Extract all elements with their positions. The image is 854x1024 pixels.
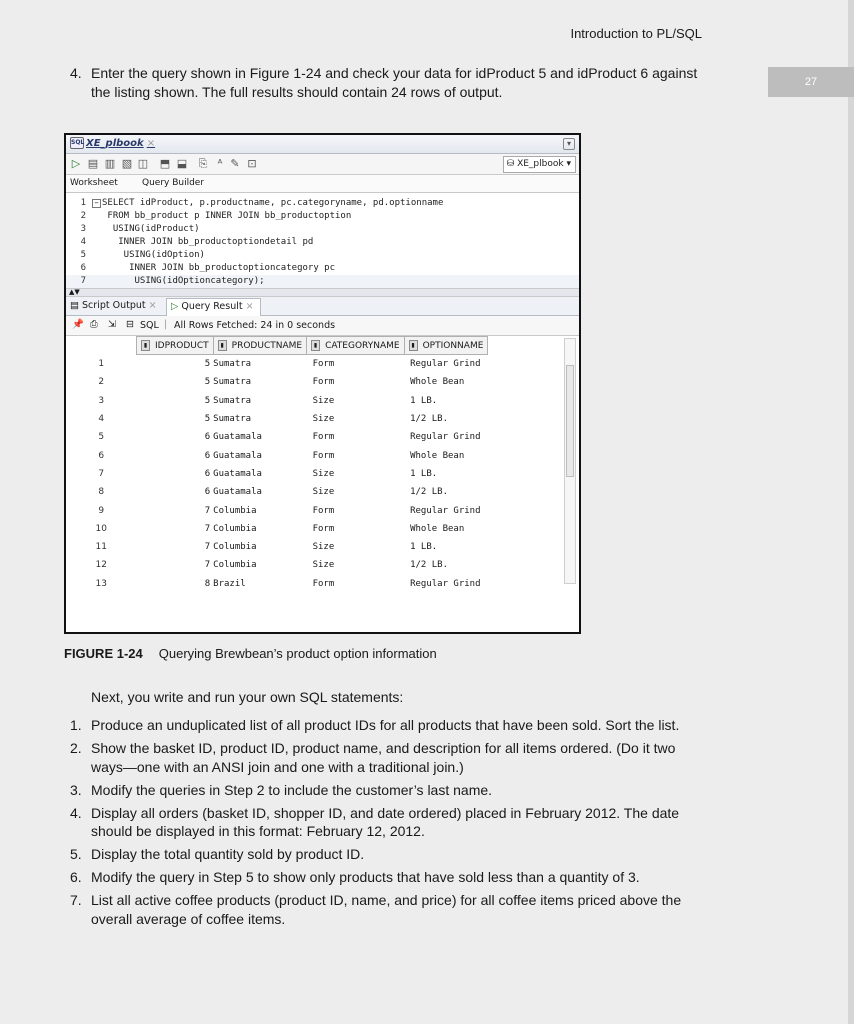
page-number: 27 [768,67,854,97]
idproduct-cell[interactable]: 5 [204,414,211,425]
categoryname-cell[interactable]: Form [312,432,335,443]
scrollbar-thumb[interactable] [566,365,574,477]
step-4-instruction [70,64,710,102]
row-number-cell[interactable]: 9 [98,505,105,516]
list-item [70,868,710,887]
rollback-icon[interactable]: ▧ [121,157,133,170]
row-number-cell[interactable]: 7 [98,468,105,479]
figure-label: FIGURE 1-24 [64,646,143,661]
code-line: USING(idProduct) [102,224,200,234]
next-instruction: Next, you write and run your own SQL statements: [91,689,404,705]
column-header-categoryname[interactable] [307,337,405,355]
categoryname-cell[interactable]: Form [312,505,335,516]
table-row[interactable] [66,410,488,428]
result-table [66,336,488,593]
list-item-number: 1. [70,717,82,733]
list-item-text: Display the total quantity sold by product ID. [91,846,365,862]
productname-cell[interactable]: Sumatra [213,359,252,370]
optionname-cell[interactable]: Whole Bean [410,377,465,388]
database-icon: SQL [70,137,84,149]
chevron-down-icon: ▾ [566,159,571,169]
line-number: 1 [80,198,86,208]
worksheet-tab[interactable] [70,137,155,149]
list-item [70,739,710,776]
table-row[interactable] [66,501,488,519]
categoryname-cell[interactable]: Form [312,523,335,534]
fetch-status: All Rows Fetched: 24 in 0 seconds [174,320,336,331]
running-head: Introduction to PL/SQL [570,26,702,41]
connection-name: XE_plbook [517,159,564,169]
column-header-idproduct[interactable] [137,337,214,355]
table-row[interactable] [66,575,488,593]
step-text: Enter the query shown in Figure 1-24 and check your data for idProduct 5 and idProduct 6 against the listing shown. The full results should contain 24 rows of output. [91,65,698,100]
row-number-cell[interactable]: 8 [98,487,105,498]
column-header-label: IDPRODUCT [155,341,209,351]
code-line: USING(idOptioncategory); [102,276,265,286]
close-icon[interactable]: × [146,138,156,149]
to-upper-icon[interactable]: ᴬ [217,157,223,170]
row-number-header [66,337,137,355]
optionname-cell[interactable]: 1 LB. [410,542,438,553]
row-number-cell[interactable]: 2 [98,377,105,388]
idproduct-cell[interactable]: 6 [204,468,211,479]
tab-query-builder[interactable]: Query Builder [142,178,205,188]
categoryname-cell[interactable]: Size [312,395,335,406]
output-tab-bar [66,297,579,316]
productname-cell[interactable]: Guatamala [213,432,262,443]
autotrace-icon[interactable]: ⬒ [159,157,171,170]
optionname-cell[interactable]: 1/2 LB. [410,487,449,498]
connection-icon: ⛁ [506,159,515,169]
categoryname-cell[interactable]: Form [312,359,335,370]
list-item [70,781,710,800]
run-script-icon[interactable]: ▤ [87,157,99,170]
sql-button[interactable]: SQL [140,320,159,331]
productname-cell[interactable]: Sumatra [213,377,252,388]
sql-tuning-icon[interactable]: ⬓ [176,157,188,170]
productname-cell[interactable]: Columbia [213,523,257,534]
categoryname-cell[interactable]: Form [312,450,335,461]
list-item-text: List all active coffee products (product ID, name, and price) for all coffee items priced above the overall average of coffee items. [91,892,682,927]
idproduct-cell[interactable]: 6 [204,432,211,443]
productname-cell[interactable]: Sumatra [213,414,252,425]
categoryname-cell[interactable]: Size [312,560,335,571]
idproduct-cell[interactable]: 5 [204,359,211,370]
table-row[interactable] [66,483,488,501]
table-row[interactable] [66,520,488,538]
list-item-number: 2. [70,740,82,756]
optionname-cell[interactable]: 1 LB. [410,395,438,406]
tab-script-output-label: Script Output [82,300,146,311]
list-item-number: 5. [70,846,82,862]
line-number-gutter [66,197,92,288]
table-row[interactable] [66,465,488,483]
tab-query-result-label: Query Result [181,301,243,312]
explain-plan-icon[interactable]: ◫ [137,157,149,170]
row-number-cell[interactable]: 1 [98,358,105,369]
column-type-icon: ▮ [141,340,150,351]
optionname-cell[interactable]: Regular Grind [410,359,481,370]
list-item-text: Modify the queries in Step 2 to include the customer’s last name. [91,781,493,798]
tab-script-output[interactable] [70,300,157,311]
column-type-icon: ▮ [311,340,320,351]
idproduct-cell[interactable]: 5 [204,377,211,388]
worksheet-tab-title: XE_plbook [86,138,144,149]
table-row[interactable] [66,538,488,556]
print-icon[interactable]: ⎙ [90,319,98,330]
worksheet-tab-bar [66,135,579,154]
optionname-cell[interactable]: Regular Grind [410,578,481,589]
code-line: INNER JOIN bb_productoptiondetail pd [102,237,314,247]
row-number-cell[interactable]: 6 [98,450,105,461]
optionname-cell[interactable]: 1/2 LB. [410,560,449,571]
step-number: 4. [70,65,82,81]
idproduct-cell[interactable]: 6 [204,487,211,498]
list-item-number: 7. [70,892,82,908]
productname-cell[interactable]: Columbia [213,542,257,553]
optionname-cell[interactable]: Regular Grind [410,432,481,443]
script-output-icon: ▤ [70,300,79,311]
header-row [66,337,488,355]
worksheet-toolbar [66,154,579,175]
list-item [70,891,710,928]
list-item-text: Show the basket ID, product ID, product name, and description for all items ordered. (Do it two ways—one with an ANSI join and one with a traditional join.) [91,740,676,775]
column-header-label: PRODUCTNAME [231,341,303,351]
code-line: INNER JOIN bb_productoptioncategory pc [102,263,335,273]
toolbar-divider: | [164,319,168,330]
idproduct-cell[interactable]: 7 [204,542,211,553]
column-type-icon: ▮ [409,340,418,351]
list-item [70,804,710,841]
categoryname-cell[interactable]: Size [312,487,335,498]
optionname-cell[interactable]: Whole Bean [410,450,465,461]
column-header-label: OPTIONNAME [422,341,484,351]
export-icon[interactable]: ⇲ [108,319,116,330]
row-number-cell[interactable]: 5 [98,432,105,443]
list-item-number: 6. [70,869,82,885]
figure-caption-text: Querying Brewbean’s product option information [158,646,437,661]
code-line: USING(idOption) [102,250,205,260]
row-number-cell[interactable]: 11 [95,542,107,553]
figure-caption [64,646,437,661]
pane-splitter[interactable] [66,289,579,297]
list-item-text: Display all orders (basket ID, shopper ID, and date ordered) placed in February 2012. The date should be displayed in this format: February 12, 2012. [91,804,680,839]
history-icon[interactable]: ⊡ [247,157,257,170]
idproduct-cell[interactable]: 5 [204,395,211,406]
idproduct-cell[interactable]: 8 [204,578,211,589]
clear-icon[interactable]: ⎘ [198,157,208,170]
idproduct-cell[interactable]: 7 [204,505,211,516]
sql-code [102,197,567,288]
connection-selector[interactable] [503,156,576,173]
row-number-cell[interactable]: 4 [98,414,105,425]
line-number: 7 [80,276,86,286]
chevron-down-icon[interactable]: ▾ [563,138,575,150]
list-item-number: 4. [70,804,82,821]
row-number-cell[interactable]: 3 [98,395,105,406]
categoryname-cell[interactable]: Size [312,414,335,425]
table-row[interactable] [66,355,488,374]
idproduct-cell[interactable]: 6 [204,450,211,461]
categoryname-cell[interactable]: Size [312,468,335,479]
line-number: 4 [80,237,86,247]
optionname-cell[interactable]: Regular Grind [410,505,481,516]
list-item-number: 3. [70,781,82,798]
list-item-text: Modify the query in Step 5 to show only products that have sold less than a quantity of 3. [91,869,640,885]
column-header-optionname[interactable] [404,337,488,355]
row-number-cell[interactable]: 12 [95,560,107,571]
commit-icon[interactable]: ▥ [104,157,116,170]
categoryname-cell[interactable]: Form [312,377,335,388]
page-edge [848,0,854,1024]
productname-cell[interactable]: Brazil [213,578,246,589]
optionname-cell[interactable]: 1 LB. [410,468,438,479]
tab-query-result[interactable] [166,298,261,317]
line-number: 2 [80,211,86,221]
eraser-icon[interactable]: ✎ [230,157,240,170]
productname-cell[interactable]: Columbia [213,560,257,571]
close-icon[interactable]: × [148,300,157,311]
optionname-cell[interactable]: 1/2 LB. [410,414,449,425]
close-icon[interactable]: × [245,301,254,312]
row-number-cell[interactable]: 10 [95,523,107,534]
productname-cell[interactable]: Guatamala [213,487,262,498]
code-line: FROM bb_product p INNER JOIN bb_productoption [102,211,352,221]
idproduct-cell[interactable]: 7 [204,560,211,571]
list-item [70,716,710,735]
result-toolbar [66,316,579,336]
productname-cell[interactable]: Guatamala [213,468,262,479]
fold-toggle-icon[interactable]: − [92,199,101,208]
sql-icon[interactable]: ⊟ [126,319,134,330]
productname-cell[interactable]: Guatamala [213,450,262,461]
table-row[interactable] [66,373,488,391]
productname-cell[interactable]: Sumatra [213,395,252,406]
code-line: SELECT idProduct, p.productname, pc.categoryname, pd.optionname [102,198,444,208]
splitter-arrows-icon[interactable]: ▲▼ [69,288,80,296]
table-row[interactable] [66,556,488,574]
list-item-text: Produce an unduplicated list of all product IDs for all products that have been sold. Sort the list. [91,717,680,733]
idproduct-cell[interactable]: 7 [204,523,211,534]
editor-subtabs [66,175,579,193]
column-header-productname[interactable] [213,337,306,355]
categoryname-cell[interactable]: Size [312,542,335,553]
line-number: 6 [80,263,86,273]
task-list [70,716,710,933]
row-number-cell[interactable]: 13 [95,578,107,589]
column-header-label: CATEGORYNAME [325,341,400,351]
table-row[interactable] [66,428,488,446]
optionname-cell[interactable]: Whole Bean [410,523,465,534]
productname-cell[interactable]: Columbia [213,505,257,516]
sql-developer-screenshot [64,133,581,634]
run-statement-icon: ▷ [171,301,179,312]
list-item [70,845,710,864]
categoryname-cell[interactable]: Form [312,578,335,589]
line-number: 3 [80,224,86,234]
table-row[interactable] [66,446,488,464]
tab-worksheet[interactable]: Worksheet [70,178,118,188]
run-statement-icon[interactable]: ▷ [71,157,81,170]
vertical-scrollbar[interactable] [564,338,576,584]
table-row[interactable] [66,392,488,410]
line-number: 5 [80,250,86,260]
pin-icon[interactable]: 📌 [72,319,84,330]
column-type-icon: ▮ [218,340,227,351]
sql-editor[interactable] [66,193,579,289]
